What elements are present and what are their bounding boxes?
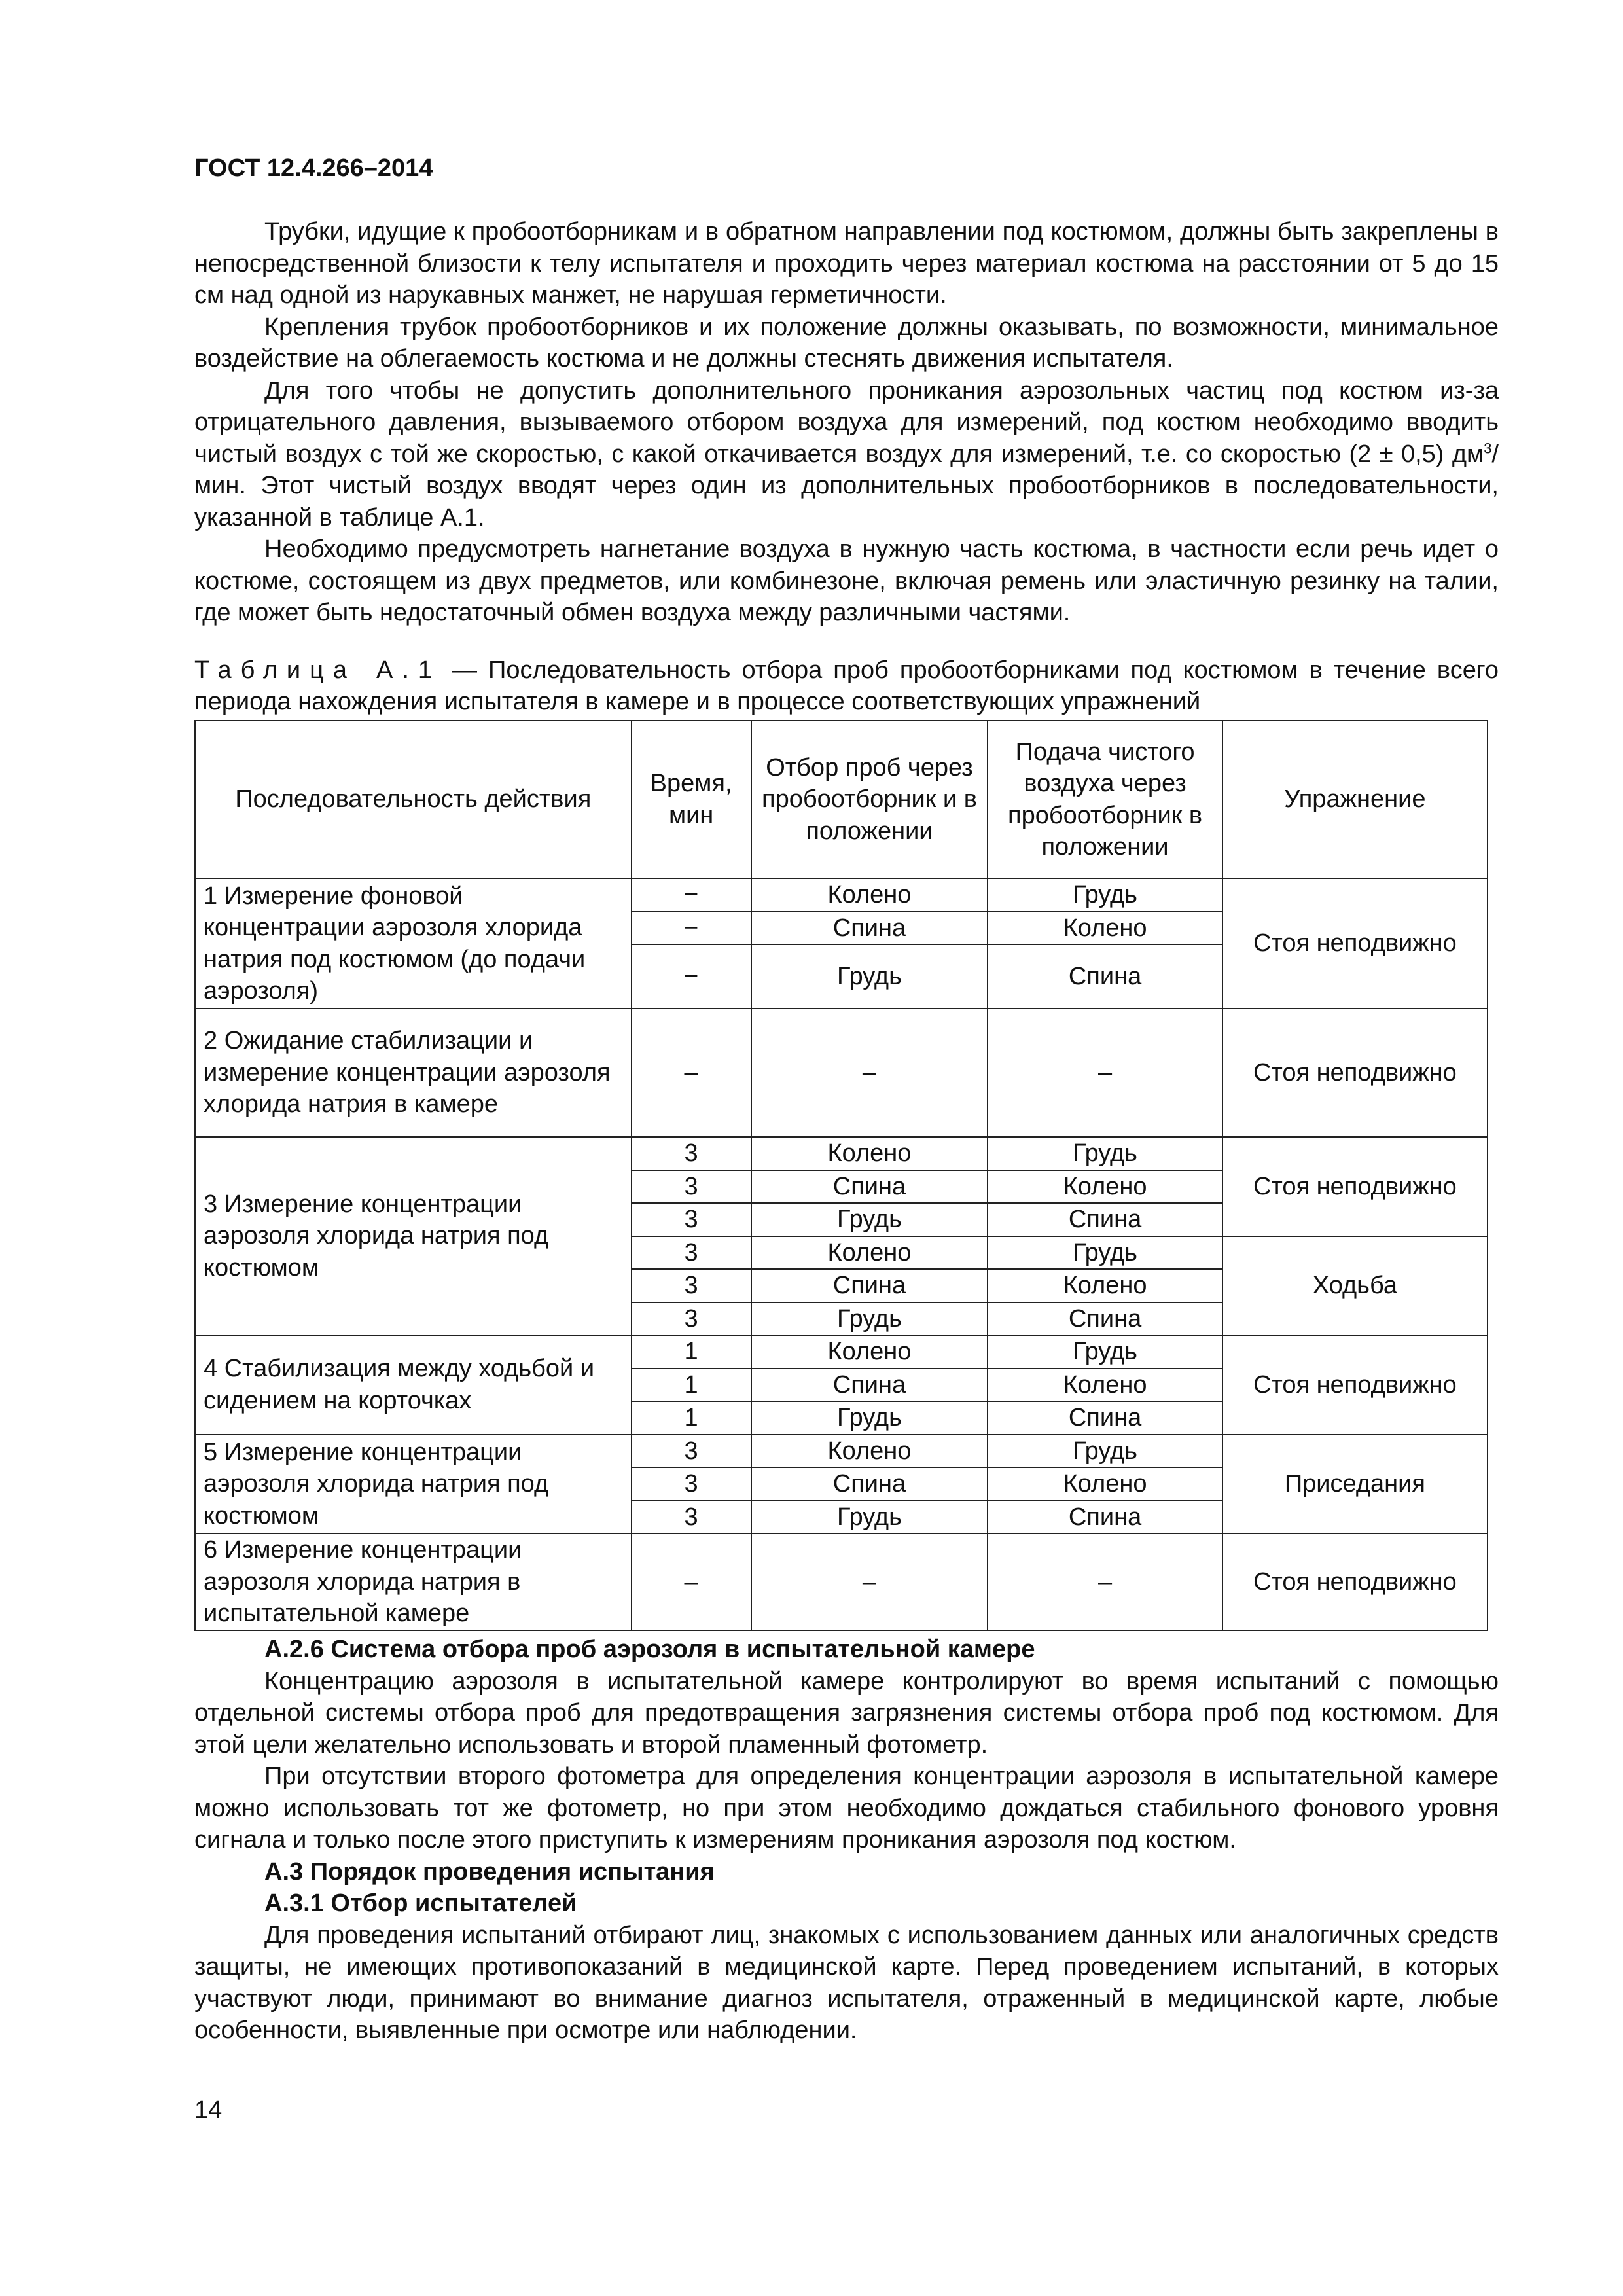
sampling-cell: Колено	[751, 1435, 988, 1468]
header-cell: Отбор проб через пробоотборник и в положении	[751, 721, 988, 878]
header-cell: Подача чистого воздуха через пробоотборник в положении	[988, 721, 1222, 878]
sampling-cell: Грудь	[751, 944, 988, 1009]
sampling-cell: Колено	[751, 1137, 988, 1170]
sampling-cell: Колено	[751, 878, 988, 912]
table-row	[195, 1137, 1488, 1170]
supply-cell: –	[988, 1534, 1222, 1630]
action-cell: 5 Измерение концентрации аэрозоля хлорида натрия под костюмом	[195, 1435, 632, 1534]
supply-cell: Колено	[988, 1369, 1222, 1402]
action-cell: 6 Измерение концентрации аэрозоля хлорида натрия в испытательной камере	[195, 1534, 632, 1630]
time-cell: 3	[632, 1435, 751, 1468]
supply-cell: Спина	[988, 1302, 1222, 1336]
paragraph	[194, 375, 1499, 534]
time-cell: 1	[632, 1335, 751, 1369]
supply-cell: Спина	[988, 944, 1222, 1009]
sampling-cell: Спина	[751, 1467, 988, 1501]
table-caption	[194, 655, 1499, 717]
supply-cell: Грудь	[988, 878, 1222, 912]
header-cell: Последовательность действия	[195, 721, 632, 878]
sampling-cell: Колено	[751, 1236, 988, 1270]
table-row	[195, 1435, 1488, 1468]
sampling-cell: Грудь	[751, 1501, 988, 1534]
table-caption-text: — Последовательность отбора проб пробоотборниками под костюмом в течение всего периода нахождения испытателя в камере и в процессе соответствующих упражнений	[194, 656, 1499, 715]
sampling-cell: Спина	[751, 1269, 988, 1302]
supply-cell: Колено	[988, 912, 1222, 945]
time-cell: 3	[632, 1501, 751, 1534]
supply-cell: Колено	[988, 1269, 1222, 1302]
action-cell: 1 Измерение фоновой концентрации аэрозоля хлорида натрия под костюмом (до подачи аэрозоля)	[195, 878, 632, 1009]
section-heading: А.3 Порядок проведения испытания	[264, 1857, 715, 1886]
sampling-cell: Грудь	[751, 1401, 988, 1435]
header-cell: Время, мин	[632, 721, 751, 878]
table-a1	[194, 720, 1488, 1631]
table-row	[195, 1534, 1488, 1630]
time-cell: 3	[632, 1236, 751, 1270]
supply-cell: Колено	[988, 1170, 1222, 1204]
supply-cell: Спина	[988, 1203, 1222, 1236]
paragraph-text: Для того чтобы не допустить дополнительного проникания аэрозольных частиц под костюм из-за отрицательного давления, вызываемого отбором воздуха для измерений, под костюм необходимо вводить чистый воздух с той же скоростью, с какой откачивается воздух для измерений, т.е. со скоростью (2 ± 0,5) дм	[194, 376, 1499, 468]
supply-cell: Грудь	[988, 1335, 1222, 1369]
time-cell: 3	[632, 1203, 751, 1236]
document-header: ГОСТ 12.4.266–2014	[194, 154, 433, 182]
table-header-row	[195, 721, 1488, 878]
sampling-cell: –	[751, 1534, 988, 1630]
section-text	[194, 1634, 1499, 2047]
time-cell: –	[632, 1534, 751, 1630]
sampling-cell: Грудь	[751, 1203, 988, 1236]
paragraph: Трубки, идущие к пробоотборникам и в обратном направлении под костюмом, должны быть закреплены в непосредственной близости к телу испытателя и проходить через материал костюма на расстоянии от 5 до 15 см над одной из нарукавных манжет, не нарушая герметичности.	[194, 218, 1499, 309]
supply-cell: Грудь	[988, 1137, 1222, 1170]
sampling-cell: –	[751, 1009, 988, 1137]
action-cell: 4 Стабилизация между ходьбой и сидением на корточках	[195, 1335, 632, 1435]
exercise-cell: Стоя неподвижно	[1222, 1534, 1488, 1630]
action-cell: 3 Измерение концентрации аэрозоля хлорида натрия под костюмом	[195, 1137, 632, 1335]
time-cell: 3	[632, 1170, 751, 1204]
time-cell: –	[632, 1009, 751, 1137]
paragraph: Необходимо предусмотреть нагнетание воздуха в нужную часть костюма, в частности если речь идет о костюме, состоящем из двух предметов, или комбинезоне, включая ремень или эластичную резинку на талии, где может быть недостаточный обмен воздуха между различными частями.	[194, 535, 1499, 626]
table-row	[195, 1335, 1488, 1369]
time-cell: 1	[632, 1369, 751, 1402]
time-cell: 3	[632, 1269, 751, 1302]
table-row	[195, 1009, 1488, 1137]
section-heading: А.2.6 Система отбора проб аэрозоля в испытательной камере	[264, 1636, 1035, 1663]
time-cell: −	[632, 912, 751, 945]
action-cell: 2 Ожидание стабилизации и измерение концентрации аэрозоля хлорида натрия в камере	[195, 1009, 632, 1137]
supply-cell: –	[988, 1009, 1222, 1137]
paragraph: Для проведения испытаний отбирают лиц, знакомых с использованием данных или аналогичных средств защиты, не имеющих противопоказаний в медицинской карте. Перед проведением испытаний, в которых участвуют люди, принимают во внимание диагноз испытателя, отраженный в медицинской карте, любые особенности, выявленные при осмотре или наблюдении.	[194, 1921, 1499, 2044]
exercise-cell: Ходьба	[1222, 1236, 1488, 1336]
supply-cell: Грудь	[988, 1236, 1222, 1270]
paragraph: При отсутствии второго фотометра для определения концентрации аэрозоля в испытательной камере можно использовать тот же фотометр, но при этом необходимо дождаться стабильного фонового уровня сигнала и только после этого приступить к измерениям проникания аэрозоля под костюм.	[194, 1763, 1499, 1854]
paragraph: Крепления трубок пробоотборников и их положение должны оказывать, по возможности, минимальное воздействие на облегаемость костюма и не должны стеснять движения испытателя.	[194, 313, 1499, 372]
supply-cell: Колено	[988, 1467, 1222, 1501]
header-cell: Упражнение	[1222, 721, 1488, 878]
time-cell: −	[632, 944, 751, 1009]
intro-text	[194, 216, 1499, 629]
paragraph: Концентрацию аэрозоля в испытательной камере контролируют во время испытаний с помощью отдельной системы отбора проб для предотвращения загрязнения системы отбора проб под костюмом. Для этой цели желательно использовать и второй пламенный фотометр.	[194, 1667, 1499, 1759]
superscript: 3	[1484, 439, 1492, 456]
sampling-cell: Спина	[751, 1170, 988, 1204]
sampling-cell: Спина	[751, 912, 988, 945]
supply-cell: Спина	[988, 1501, 1222, 1534]
table-row	[195, 878, 1488, 912]
sampling-cell: Спина	[751, 1369, 988, 1402]
paragraph-text: /мин. Этот чистый воздух вводят через один из дополнительных пробоотборников в последовательности, указанной в таблице А.1.	[194, 440, 1499, 531]
subsection-heading: А.3.1 Отбор испытателей	[264, 1890, 577, 1917]
table-caption-label: Таблица А.1	[194, 656, 442, 684]
sampling-cell: Колено	[751, 1335, 988, 1369]
page-number: 14	[194, 2096, 223, 2124]
supply-cell: Спина	[988, 1401, 1222, 1435]
time-cell: 3	[632, 1137, 751, 1170]
time-cell: −	[632, 878, 751, 912]
time-cell: 1	[632, 1401, 751, 1435]
time-cell: 3	[632, 1302, 751, 1336]
exercise-cell: Стоя неподвижно	[1222, 1335, 1488, 1435]
supply-cell: Грудь	[988, 1435, 1222, 1468]
exercise-cell: Стоя неподвижно	[1222, 878, 1488, 1009]
exercise-cell: Приседания	[1222, 1435, 1488, 1534]
sampling-cell: Грудь	[751, 1302, 988, 1336]
time-cell: 3	[632, 1467, 751, 1501]
exercise-cell: Стоя неподвижно	[1222, 1009, 1488, 1137]
exercise-cell: Стоя неподвижно	[1222, 1137, 1488, 1236]
